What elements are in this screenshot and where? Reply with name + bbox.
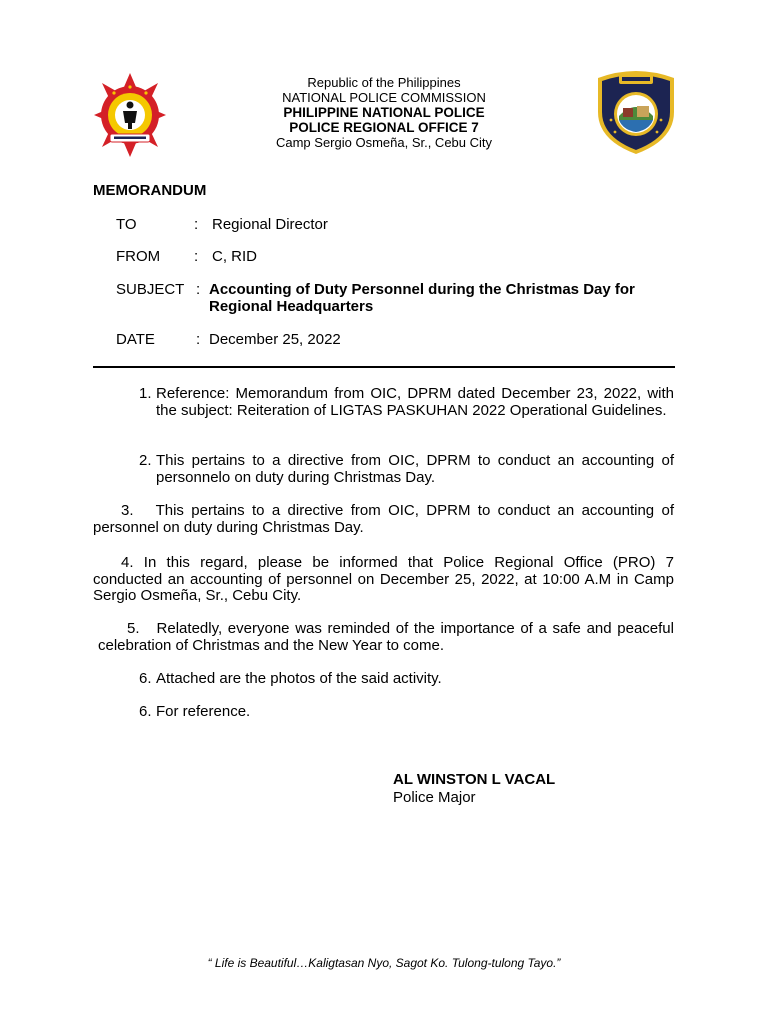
body-paragraph-5: [98, 621, 674, 654]
paragraph-6-text: Attached are the photos of the said activity.: [156, 670, 442, 687]
header-pnp: PHILIPPINE NATIONAL POLICE: [283, 105, 485, 120]
header-address: Camp Sergio Osmeña, Sr., Cebu City: [275, 135, 493, 150]
body-paragraph-1: [139, 385, 674, 419]
from-value: C, RID: [212, 248, 257, 265]
paragraph-4-number: 4.: [121, 554, 134, 571]
pro7-badge-icon: [593, 68, 679, 156]
paragraph-4-text: [93, 555, 674, 605]
body-paragraph-3: [93, 503, 674, 536]
paragraph-3-body: This pertains to a directive from OIC, DPRM to conduct an accounting of personnel on duty during Christmas Day.: [93, 502, 674, 536]
body-paragraph-2: [139, 452, 674, 486]
paragraph-2-text: This pertains to a directive from OIC, DPRM to conduct an accounting of personnelo on duty during Christmas Day.: [156, 452, 674, 486]
paragraph-6-number: 6.: [139, 670, 152, 687]
subject-value-line1: Accounting of Duty Personnel during the Christmas Day for: [209, 281, 635, 298]
pnp-seal-icon: [92, 71, 168, 159]
paragraph-5-number: 5.: [127, 620, 140, 637]
paragraph-7-text: For reference.: [156, 703, 251, 720]
header-divider: [93, 366, 675, 368]
paragraph-2-number: 2.: [139, 452, 152, 469]
letterhead: [230, 75, 538, 150]
paragraph-7-number: 6.: [139, 703, 152, 720]
paragraph-1-text: Reference: Memorandum from OIC, DPRM dated December 23, 2022, with the subject: Reiteration of LIGTAS PASKUHAN 2022 Operational Guidelines.: [156, 385, 674, 419]
paragraph-5-text: [98, 621, 674, 654]
to-colon: :: [194, 216, 199, 233]
header-republic: Republic of the Philippines: [307, 75, 461, 90]
date-colon: :: [196, 331, 201, 348]
signatory-rank: Police Major: [393, 789, 476, 806]
paragraph-3-number: 3.: [121, 502, 134, 519]
body-paragraph-6: [139, 670, 674, 688]
date-value: December 25, 2022: [209, 331, 341, 348]
date-label: DATE: [116, 331, 155, 348]
header-napolcom: NATIONAL POLICE COMMISSION: [282, 90, 486, 105]
signatory-name: AL WINSTON L VACAL: [393, 771, 556, 788]
header-pro7: POLICE REGIONAL OFFICE 7: [289, 120, 479, 135]
body-paragraph-4: [93, 555, 674, 605]
paragraph-4-body: In this regard, please be informed that Police Regional Office (PRO) 7 conducted an accounting of personnel on December 25, 2022, at 10:00 A.M in Camp Sergio Osmeña, Sr., Cebu City.: [93, 554, 675, 604]
paragraph-5-body: Relatedly, everyone was reminded of the importance of a safe and peaceful celebration of Christmas and the New Year to come.: [98, 620, 674, 654]
subject-label: SUBJECT: [116, 281, 185, 298]
from-colon: :: [194, 248, 199, 265]
body-paragraph-7: [139, 703, 674, 721]
subject-colon: :: [196, 281, 201, 298]
paragraph-3-text: [93, 503, 674, 536]
memo-title: MEMORANDUM: [93, 182, 207, 199]
footer-motto: “ Life is Beautiful…Kaligtasan Nyo, Sagot Ko. Tulong-tulong Tayo.”: [207, 956, 561, 970]
from-label: FROM: [116, 248, 161, 265]
to-value: Regional Director: [212, 216, 328, 233]
subject-value-line2: Regional Headquarters: [209, 298, 374, 315]
paragraph-1-number: 1.: [139, 385, 152, 402]
to-label: TO: [116, 216, 137, 233]
